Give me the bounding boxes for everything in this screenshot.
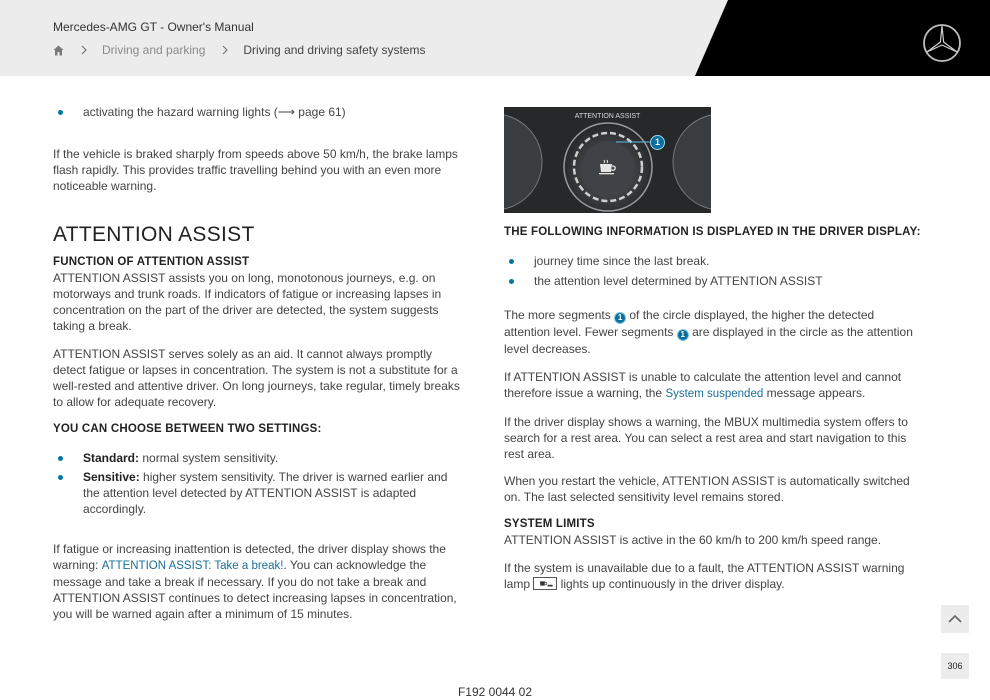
mercedes-star-logo: [922, 23, 962, 63]
unable-paragraph: [504, 369, 914, 402]
unable-text-pre: If ATTENTION ASSIST is unable to calculate the attention level and cannot therefore issue a warning, the: [504, 370, 902, 400]
callout-line: [504, 107, 711, 213]
left-column: [53, 104, 463, 622]
bullet-dot: [58, 475, 63, 480]
scroll-to-top-button[interactable]: [941, 605, 969, 633]
segments-paragraph: [504, 307, 919, 357]
fault-paragraph: [504, 560, 919, 592]
callout-badge: 1: [650, 135, 665, 150]
list-item: [504, 273, 924, 289]
fatigue-text-post: . You can acknowledge the message and take a break if necessary. If you do not take a break and ATTENTION ASSIST continues to detect increasing lapses in concentration, you will be warned again after a minimum of 15 minutes.: [53, 558, 457, 621]
unable-text-post: message appears.: [763, 386, 866, 400]
setting-standard: [83, 450, 278, 466]
fatigue-text-pre: If fatigue or increasing inattention is detected, the driver display shows the warning:: [53, 542, 446, 572]
chevron-right-icon: [221, 45, 229, 55]
setting-sensitive: [83, 469, 463, 517]
settings-heading: YOU CAN CHOOSE BETWEEN TWO SETTINGS:: [53, 423, 322, 435]
segments-text-a: The more segments: [504, 308, 615, 322]
segments-text-c: are displayed in the circle as the attention level decreases.: [504, 325, 913, 356]
display-item: journey time since the last break.: [534, 254, 710, 268]
system-suspended-text: System suspended: [665, 388, 764, 400]
figure-code: F192 0044 02: [457, 685, 533, 699]
display-label: ATTENTION ASSIST: [574, 113, 641, 120]
list-item: [504, 253, 924, 270]
chevron-up-icon: [941, 605, 969, 633]
limits-paragraph: ATTENTION ASSIST is active in the 60 km/h to 200 km/h speed range.: [504, 533, 882, 547]
restart-paragraph: When you restart the vehicle, ATTENTION ASSIST is automatically switched on. The last selected sensitivity level remains stored.: [504, 474, 910, 504]
settings-list: [53, 450, 463, 517]
fatigue-paragraph: [53, 541, 463, 622]
manual-title: Mercedes-AMG GT - Owner's Manual: [53, 20, 254, 34]
bullet-dot: [509, 259, 514, 264]
segments-text-b: of the circle displayed, the higher the detected attention level. Fewer segments: [504, 308, 875, 339]
bullet-dot: [58, 110, 63, 115]
page-header: [0, 0, 990, 76]
callout-badge-inline: 1: [614, 312, 626, 324]
list-item: [53, 104, 463, 120]
right-column: [504, 107, 924, 592]
display-item: the attention level determined by ATTENTION ASSIST: [534, 274, 823, 288]
function-paragraph: ATTENTION ASSIST assists you on long, monotonous journeys, e.g. on motorways and trunk roads. If indicators of fatigue or increasing lapses in concentration on the part of the driver are detected, the system suggests taking a break.: [53, 271, 442, 333]
hazard-link-text[interactable]: activating the hazard warning lights (⟶ page 61): [83, 105, 346, 119]
limits-heading: SYSTEM LIMITS: [504, 518, 595, 530]
section-title: ATTENTION ASSIST: [53, 223, 255, 246]
driver-display-image: [504, 107, 711, 213]
setting-desc: normal system sensitivity.: [142, 451, 279, 465]
braked-paragraph: If the vehicle is braked sharply from speeds above 50 km/h, the brake lamps flash rapidly. This provides traffic travelling behind you with an even more noticeable warning.: [53, 147, 458, 193]
setting-desc: higher system sensitivity. The driver is warned earlier and the attention level detected by ATTENTION ASSIST is adapted accordingly.: [83, 470, 448, 516]
bullet-dot: [58, 456, 63, 461]
aid-paragraph: ATTENTION ASSIST serves solely as an aid. It cannot always promptly detect fatigue or lapses in concentration. The system is not a substitute for a well-rested and attentive driver. On long journeys, take regular, timely breaks to allow for adequate recovery.: [53, 347, 460, 409]
breadcrumb-item-current: Driving and driving safety systems: [243, 43, 426, 57]
warning-message-text: ATTENTION ASSIST: Take a break!: [101, 560, 284, 572]
breadcrumb: [53, 41, 425, 59]
setting-term: Sensitive:: [83, 470, 140, 484]
setting-term: Standard:: [83, 451, 140, 465]
home-icon[interactable]: [53, 45, 64, 56]
bullet-dot: [509, 279, 514, 284]
mbux-paragraph: If the driver display shows a warning, the MBUX multimedia system offers to search for a rest area. You can select a rest area and start navigation to this rest area.: [504, 415, 908, 461]
fault-text-post: lights up continuously in the driver display.: [557, 577, 785, 591]
function-heading: FUNCTION OF ATTENTION ASSIST: [53, 256, 250, 268]
fault-text-pre: If the system is unavailable due to a fault, the ATTENTION ASSIST warning lamp: [504, 561, 905, 591]
chevron-right-icon: [80, 45, 88, 55]
callout-badge-inline: 1: [677, 329, 689, 341]
attention-warning-lamp-icon: [533, 577, 557, 590]
page-number: 306: [941, 653, 969, 679]
display-list: [504, 253, 924, 289]
display-heading: THE FOLLOWING INFORMATION IS DISPLAYED IN THE DRIVER DISPLAY:: [504, 226, 921, 238]
breadcrumb-item-driving-parking[interactable]: Driving and parking: [102, 43, 206, 57]
list-item: [53, 469, 463, 517]
list-item: [53, 450, 463, 466]
